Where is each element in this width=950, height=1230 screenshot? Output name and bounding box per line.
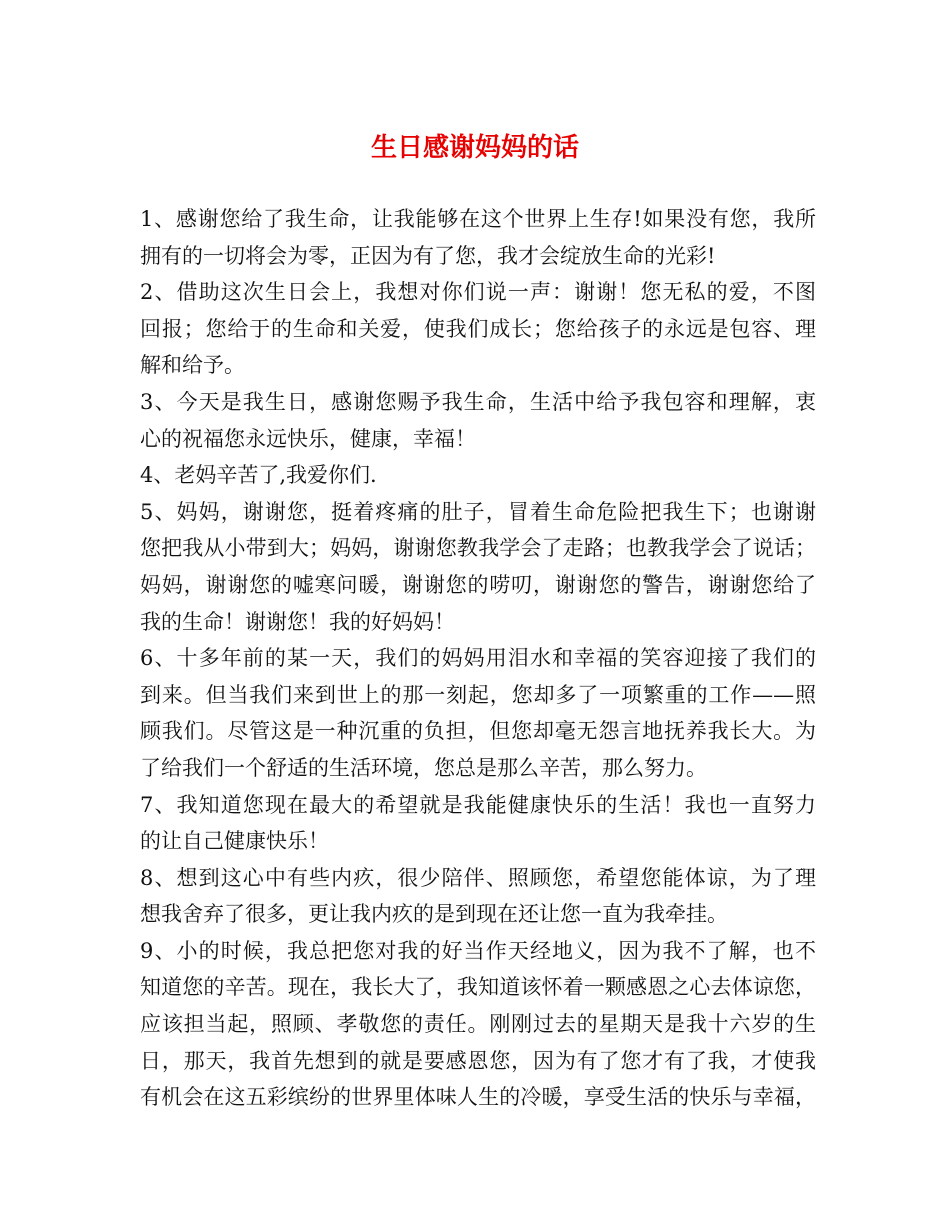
text-line: 7、我知道您现在最大的希望就是我能健康快乐的生活！我也一直努力 [140,792,816,817]
text-line: 的让自己健康快乐！ [140,829,329,854]
text-line: 应该担当起，照顾、孝敬您的责任。刚刚过去的星期天是我十六岁的生 [140,1012,816,1037]
text-line: 5、妈妈，谢谢您，挺着疼痛的肚子，冒着生命危险把我生下；也谢谢 [140,499,816,524]
document-body [140,201,816,1116]
text-line: 6、十多年前的某一天，我们的妈妈用泪水和幸福的笑容迎接了我们的 [140,646,816,671]
text-line: 回报；您给于的生命和关爱，使我们成长；您给孩子的永远是包容、理 [140,316,816,341]
text-line: 拥有的一切将会为零，正因为有了您，我才会绽放生命的光彩! [140,243,716,268]
text-line: 顾我们。尽管这是一种沉重的负担，但您却毫无怨言地抚养我长大。为 [140,719,816,744]
text-line: 知道您的辛苦。现在，我长大了，我知道该怀着一颗感恩之心去体谅您， [140,975,816,1000]
text-line: 1、感谢您给了我生命，让我能够在这个世界上生存!如果没有您，我所 [140,207,816,231]
text-line: 到来。但当我们来到世上的那一刻起，您却多了一项繁重的工作——照 [140,682,816,707]
text-line: 了给我们一个舒适的生活环境，您总是那么辛苦，那么努力。 [140,755,707,780]
text-line: 心的祝福您永远快乐，健康，幸福！ [140,426,476,451]
text-line: 我的生命！谢谢您！我的好妈妈！ [140,609,455,634]
text-line: 9、小的时候，我总把您对我的好当作天经地义，因为我不了解，也不 [140,938,816,963]
text-line: 解和给予。 [140,353,245,378]
text-line: 日，那天，我首先想到的就是要感恩您，因为有了您才有了我，才使我 [140,1048,816,1073]
text-line: 想我舍弃了很多，更让我内疚的是到现在还让您一直为我牵挂。 [140,902,728,927]
text-line: 妈妈，谢谢您的嘘寒问暖，谢谢您的唠叨，谢谢您的警告，谢谢您给了 [140,572,816,597]
text-line: 2、借助这次生日会上，我想对你们说一声：谢谢！您无私的爱，不图 [140,280,816,305]
document-title: 生日感谢妈妈的话 [370,133,579,163]
text-line: 3、今天是我生日，感谢您赐予我生命，生活中给予我包容和理解，衷 [140,389,816,414]
text-line: 8、想到这心中有些内疚，很少陪伴、照顾您，希望您能体谅，为了理 [140,865,816,890]
text-line: 有机会在这五彩缤纷的世界里体味人生的冷暖，享受生活的快乐与幸福， [140,1085,816,1110]
text-line: 您把我从小带到大；妈妈，谢谢您教我学会了走路；也教我学会了说话； [140,536,816,561]
text-line: 4、老妈辛苦了,我爱你们. [140,463,377,488]
